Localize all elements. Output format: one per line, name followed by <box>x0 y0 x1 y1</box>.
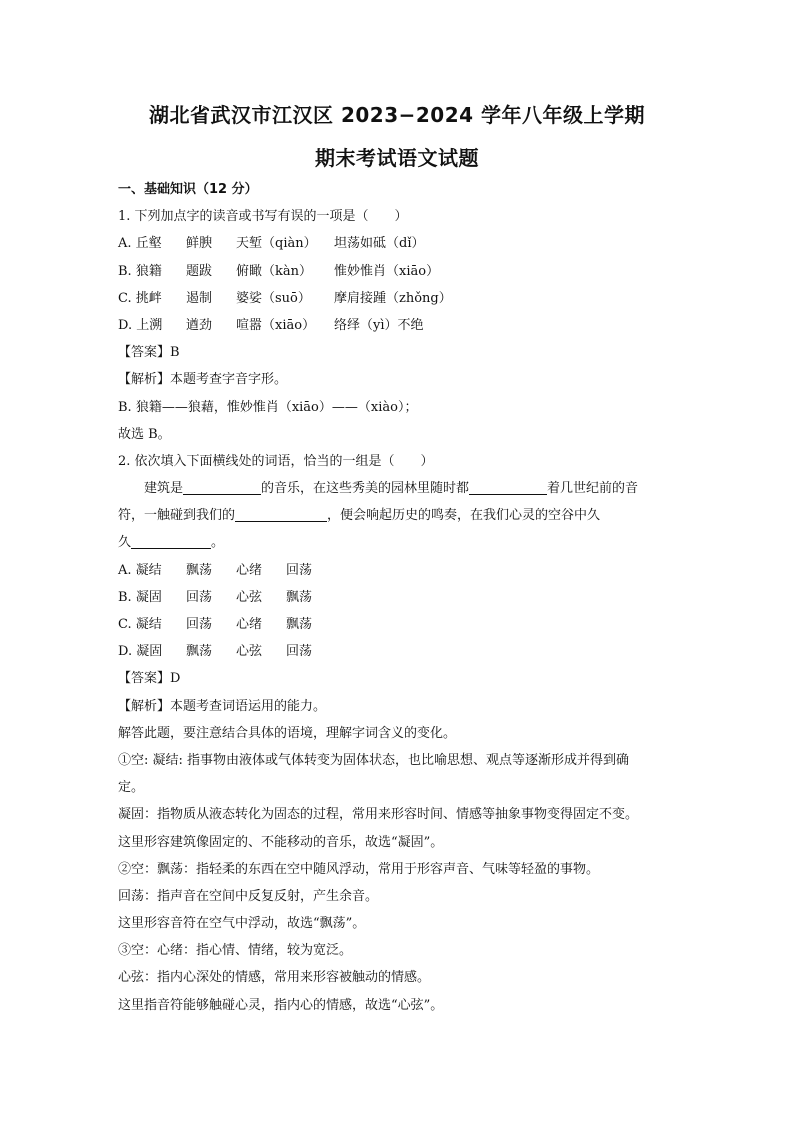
analysis-line: 定。 <box>118 780 145 796</box>
question-1-answer: 【答案】B <box>118 345 180 361</box>
analysis-line: 回荡：指声音在空间中反复反射，产生余音。 <box>118 888 379 904</box>
option-word: C. 凝结 <box>118 617 162 632</box>
fill-blank-1 <box>183 478 261 495</box>
passage-text: 符，一触碰到我们的 <box>118 508 236 524</box>
question-1-option-a <box>118 230 688 257</box>
analysis-line: ①空: 凝结: 指事物由液体或气体转变为固体状态，也比喻思想、观点等逐渐形成并得到确 <box>118 752 630 768</box>
question-1-analysis-detail: B. 狼籍——狼藉，惟妙惟肖（xiāo）——（xiào）； <box>118 399 418 415</box>
option-word: 回荡 <box>286 644 313 660</box>
option-word: 心弦 <box>236 644 263 660</box>
option-word: 心绪 <box>236 562 263 578</box>
option-word: 坦荡如砥（dǐ） <box>334 236 425 252</box>
option-word: B. 狼籍 <box>118 263 162 279</box>
analysis-line: 解答此题，要注意结合具体的语境，理解字词含义的变化。 <box>118 725 457 741</box>
analysis-line: 心弦：指内心深处的情感，常用来形容被触动的情感。 <box>118 970 431 986</box>
analysis-line: ③空：心绪：指心情、情绪，较为宽泛。 <box>118 943 353 959</box>
question-1-option-b <box>118 258 688 285</box>
option-word: A. 凝结 <box>118 562 162 578</box>
option-word: 鲜腴 <box>186 236 213 252</box>
option-word: 惟妙惟肖（xiāo） <box>334 263 440 279</box>
question-2-option-d <box>118 638 688 665</box>
option-word: 婆娑（suō） <box>236 290 311 306</box>
document-title-line1: 湖北省武汉市江汉区 2023−2024 学年八年级上学期 <box>148 103 645 127</box>
question-1-analysis: 【解析】本题考查字音字形。 <box>118 372 288 388</box>
option-word: 遏制 <box>186 290 213 306</box>
fill-blank-3 <box>235 505 327 522</box>
option-word: B. 凝固 <box>118 589 162 605</box>
option-word: 摩肩接踵（zhǒng） <box>334 290 452 306</box>
option-word: D. 上溯 <box>118 317 163 333</box>
question-2-passage-line1 <box>118 475 688 502</box>
option-word: 回荡 <box>186 617 213 632</box>
section-heading: 一、基础知识（12 分） <box>118 182 258 197</box>
passage-text: 的音乐，在这些秀美的园林里随时都 <box>261 481 470 497</box>
option-word: 回荡 <box>286 562 313 578</box>
option-word: 飘荡 <box>286 589 313 605</box>
option-word: 心弦 <box>236 589 263 605</box>
question-1-stem: 1. 下列加点字的读音或书写有误的一项是（ ） <box>118 209 408 225</box>
fill-blank-4 <box>131 532 211 549</box>
option-word: 喧嚣（xiāo） <box>236 317 316 333</box>
option-word: D. 凝固 <box>118 644 163 660</box>
analysis-line: 这里指音符能够触碰心灵，指内心的情感，故选“心弦”。 <box>118 997 444 1013</box>
question-2-analysis: 【解析】本题考查词语运用的能力。 <box>118 698 327 714</box>
question-2-passage-line3 <box>118 529 688 556</box>
question-1-option-d <box>118 312 688 339</box>
document-title-line2: 期末考试语文试题 <box>315 146 479 170</box>
question-2-stem: 2. 依次填入下面横线处的词语，恰当的一组是（ ） <box>118 453 434 469</box>
option-word: 天堑（qiàn） <box>236 236 317 252</box>
option-word: 心绪 <box>236 617 263 632</box>
option-word: 飘荡 <box>186 562 213 578</box>
option-word: 回荡 <box>186 589 213 605</box>
passage-text: 久 <box>118 535 132 551</box>
option-word: 飘荡 <box>186 644 213 660</box>
question-1-option-c <box>118 285 688 312</box>
option-word: C. 挑衅 <box>118 290 162 306</box>
question-2-answer: 【答案】D <box>118 671 181 687</box>
passage-text: 着几世纪前的音 <box>547 481 639 497</box>
option-word: 遒劲 <box>186 317 213 333</box>
question-2-option-a <box>118 557 688 584</box>
document-body <box>118 176 688 1019</box>
passage-text: ，便会响起历史的鸣奏，在我们心灵的空谷中久 <box>327 508 601 524</box>
passage-text: 建筑是 <box>144 481 184 497</box>
option-word: 俯瞰（kàn） <box>236 263 313 279</box>
question-2-passage-line2 <box>118 502 688 529</box>
analysis-line: 凝固：指物质从液态转化为固态的过程，常用来形容时间、情感等抽象事物变得固定不变。 <box>118 807 639 823</box>
question-2-option-c <box>118 611 688 638</box>
question-1-conclusion: 故选 B。 <box>118 426 171 442</box>
option-word: 飘荡 <box>286 617 313 632</box>
analysis-line: 这里形容建筑像固定的、不能移动的音乐，故选“凝固”。 <box>118 834 444 850</box>
option-word: 络绎（yì）不绝 <box>334 317 424 333</box>
fill-blank-2 <box>469 478 547 495</box>
passage-text: 。 <box>211 535 225 551</box>
analysis-line: ②空：飘荡：指轻柔的东西在空中随风浮动，常用于形容声音、气味等轻盈的事物。 <box>118 861 600 877</box>
question-2-option-b <box>118 584 688 611</box>
option-word: A. 丘壑 <box>118 236 162 252</box>
analysis-line: 这里形容音符在空气中浮动，故选“飘荡”。 <box>118 916 366 932</box>
option-word: 题跋 <box>186 263 213 279</box>
